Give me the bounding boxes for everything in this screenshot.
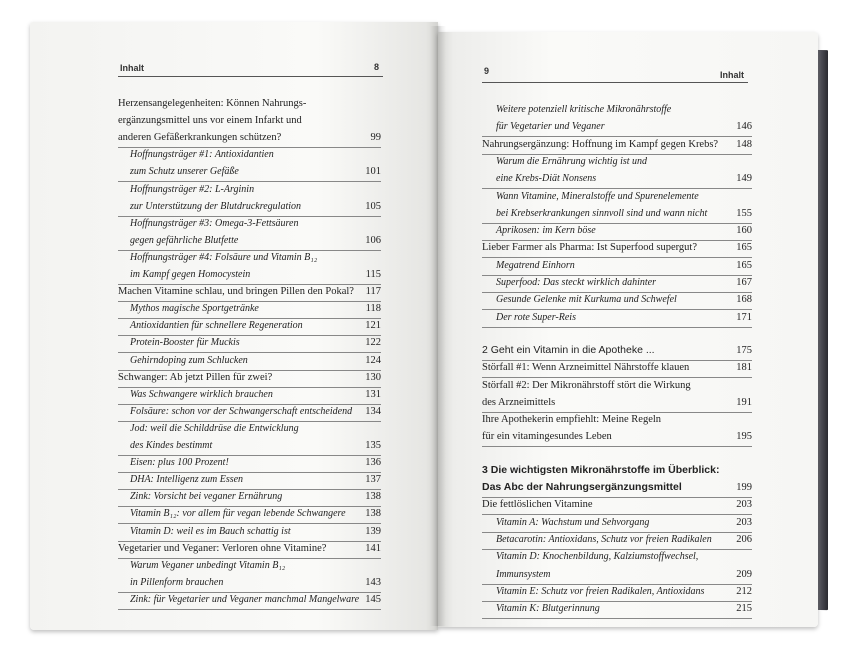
toc-entry: Störfall #1: Wenn Arzneimittel Nährstoffe klauen: [482, 362, 690, 374]
toc-page-number: 124: [365, 354, 381, 366]
toc-entry: Eisen: plus 100 Prozent!: [130, 457, 229, 469]
toc-page-number: 206: [736, 533, 752, 545]
toc-entry: zum Schutz unserer Gefäße: [130, 166, 239, 178]
toc-entry: Superfood: Das steckt wirklich dahinter: [496, 277, 656, 288]
toc-entry: des Kindes bestimmt: [130, 440, 213, 451]
toc-page-number: 215: [736, 603, 752, 615]
toc-entry: Vitamin D: Knochenbildung, Kalziumstoffwechsel,: [496, 551, 699, 563]
toc-page-number: 106: [365, 234, 381, 246]
toc-entry: Schwanger: Ab jetzt Pillen für zwei?: [118, 371, 273, 383]
toc-page-number: 165: [736, 259, 752, 271]
toc-entry: Warum die Ernährung wichtig ist und: [496, 155, 648, 167]
toc-entry: Vitamin B₁₂: vor allem für vegan lebende Schwangere: [130, 508, 346, 520]
toc-entry: Wann Vitamine, Mineralstoffe und Spurenelemente: [496, 190, 699, 202]
toc-entry: Gesunde Gelenke mit Kurkuma und Schwefel: [496, 294, 677, 306]
right-page-number: 9: [484, 66, 490, 76]
toc-entry: Jod: weil die Schilddrüse die Entwicklung: [130, 422, 299, 434]
toc-page-number: 134: [365, 405, 381, 417]
toc-entry: Weitere potenziell kritische Mikronährstoffe: [496, 104, 672, 115]
toc-entry: Das Abc der Nahrungsergänzungsmittel: [482, 481, 682, 493]
toc-page-number: 181: [736, 362, 752, 374]
toc-entry: Immunsystem: [496, 568, 551, 580]
toc-page-number: 141: [365, 542, 381, 554]
toc-page-number: 212: [736, 585, 752, 597]
toc-entry: des Arzneimittels: [482, 396, 556, 408]
toc-entry: Antioxidantien für schnellere Regeneration: [130, 320, 303, 332]
right-running-head: Inhalt: [720, 70, 744, 80]
toc-entry: Vitamin A: Wachstum und Sehvorgang: [496, 516, 650, 528]
toc-page-number: 122: [365, 337, 381, 349]
book-gutter: [430, 26, 446, 626]
toc-entry-rule: [482, 327, 752, 328]
toc-page-number: 175: [736, 344, 752, 356]
toc-entry: Störfall #2: Der Mikronährstoff stört die Wirkung: [482, 379, 691, 391]
toc-page-number: 137: [365, 474, 381, 486]
toc-page-number: 143: [365, 576, 381, 588]
toc-page-number: 117: [365, 286, 381, 298]
toc-entry: in Pillenform brauchen: [130, 576, 224, 588]
toc-page-number: 209: [736, 568, 752, 580]
toc-page-number: 101: [365, 166, 381, 178]
toc-entry: eine Krebs-Diät Nonsens: [496, 173, 597, 185]
toc-entry: Megatrend Einhorn: [496, 259, 575, 271]
toc-entry: Hoffnungsträger #1: Antioxidantien: [130, 149, 274, 161]
toc-page-number: 160: [736, 225, 752, 237]
toc-entry: bei Krebserkrankungen sinnvoll sind und wann nicht: [496, 207, 708, 219]
toc-entry: Zink: für Vegetarier und Veganer manchmal Mangelware: [130, 593, 360, 605]
toc-entry: Vegetarier und Veganer: Verloren ohne Vitamine?: [118, 542, 327, 554]
toc-page-number: 118: [365, 303, 381, 315]
toc-page-number: 138: [365, 491, 381, 503]
toc-page-number: 131: [365, 388, 381, 400]
toc-entry: Folsäure: schon vor der Schwangerschaft entscheidend: [130, 405, 353, 417]
toc-entry: ergänzungsmittel uns vor einem Infarkt und: [118, 115, 302, 127]
toc-page-number: 130: [365, 371, 381, 383]
left-page-number: 8: [374, 62, 380, 72]
toc-entry: Protein-Booster für Muckis: [130, 337, 240, 349]
toc-page-number: 195: [736, 431, 752, 443]
toc-entry: Hoffnungsträger #4: Folsäure und Vitamin B₁₂: [130, 251, 318, 263]
toc-entry: Ihre Apothekerin empfiehlt: Meine Regeln: [482, 414, 662, 426]
toc-page-number: 136: [365, 457, 381, 469]
toc-entry-rule: [482, 446, 752, 447]
toc-entry: Warum Veganer unbedingt Vitamin B₁₂: [130, 559, 286, 571]
toc-entry: Der rote Super-Reis: [496, 311, 576, 323]
toc-page-number: 191: [736, 396, 752, 408]
toc-entry: Vitamin K: Blutgerinnung: [496, 603, 600, 615]
toc-entry: Vitamin D: weil es im Bauch schattig ist: [130, 525, 291, 537]
toc-page-number: 199: [736, 482, 752, 493]
toc-entry: Hoffnungsträger #3: Omega-3-Fettsäuren: [130, 217, 299, 229]
toc-page-number: 146: [736, 121, 752, 133]
toc-page-number: 203: [736, 516, 752, 528]
toc-entry: Die fettlöslichen Vitamine: [482, 499, 593, 511]
toc-entry-rule: [482, 618, 752, 619]
toc-entry: DHA: Intelligenz zum Essen: [130, 474, 244, 486]
toc-page-number: 139: [365, 525, 381, 537]
left-header-rule: [118, 76, 383, 77]
toc-entry-rule: [118, 609, 381, 610]
toc-entry: Gehirndoping zum Schlucken: [130, 354, 248, 366]
toc-page-number: 115: [365, 269, 381, 280]
toc-entry: Vitamin E: Schutz vor freien Radikalen, Antioxidans: [496, 585, 705, 597]
toc-page-number: 168: [736, 294, 752, 306]
toc-entry: 3 Die wichtigsten Mikronährstoffe im Überblick:: [482, 463, 720, 476]
toc-entry: 2 Geht ein Vitamin in die Apotheke ...: [482, 343, 655, 356]
toc-page-number: 135: [365, 440, 381, 451]
toc-page-number: 138: [365, 508, 381, 520]
toc-entry: Zink: Vorsicht bei veganer Ernährung: [130, 491, 283, 503]
toc-entry: für ein vitamingesundes Leben: [482, 431, 612, 443]
toc-entry: im Kampf gegen Homocystein: [130, 269, 251, 280]
toc-entry: zur Unterstützung der Blutdruckregulation: [130, 200, 302, 212]
toc-page-number: 121: [365, 320, 381, 332]
toc-entry: gegen gefährliche Blutfette: [130, 234, 239, 246]
toc-page-number: 149: [736, 173, 752, 185]
toc-entry: anderen Gefäßerkrankungen schützen?: [118, 132, 282, 144]
toc-entry: Lieber Farmer als Pharma: Ist Superfood supergut?: [482, 242, 697, 254]
toc-entry: für Vegetarier und Veganer: [496, 121, 605, 133]
toc-page-number: 99: [370, 132, 381, 144]
toc-entry: Nahrungsergänzung: Hoffnung im Kampf gegen Krebs?: [482, 138, 719, 150]
toc-page-number: 155: [736, 207, 752, 219]
toc-entry: Herzensangelegenheiten: Können Nahrungs-: [118, 98, 307, 109]
toc-entry: Aprikosen: im Kern böse: [496, 225, 596, 237]
toc-page-number: 203: [736, 499, 752, 511]
right-header-rule: [482, 82, 748, 83]
toc-entry: Betacarotin: Antioxidans, Schutz vor freien Radikalen: [496, 533, 712, 545]
toc-entry: Hoffnungsträger #2: L-Arginin: [130, 183, 255, 195]
toc-entry: Mythos magische Sportgetränke: [130, 303, 259, 315]
toc-page-number: 167: [736, 277, 752, 288]
left-running-head: Inhalt: [120, 63, 144, 73]
toc-page-number: 165: [736, 242, 752, 254]
toc-entry: Was Schwangere wirklich brauchen: [130, 388, 273, 400]
toc-page-number: 105: [365, 200, 381, 212]
toc-page-number: 148: [736, 138, 752, 150]
toc-page-number: 145: [365, 593, 381, 605]
toc-entry: Machen Vitamine schlau, und bringen Pillen den Pokal?: [118, 286, 354, 298]
toc-page-number: 171: [736, 311, 752, 323]
